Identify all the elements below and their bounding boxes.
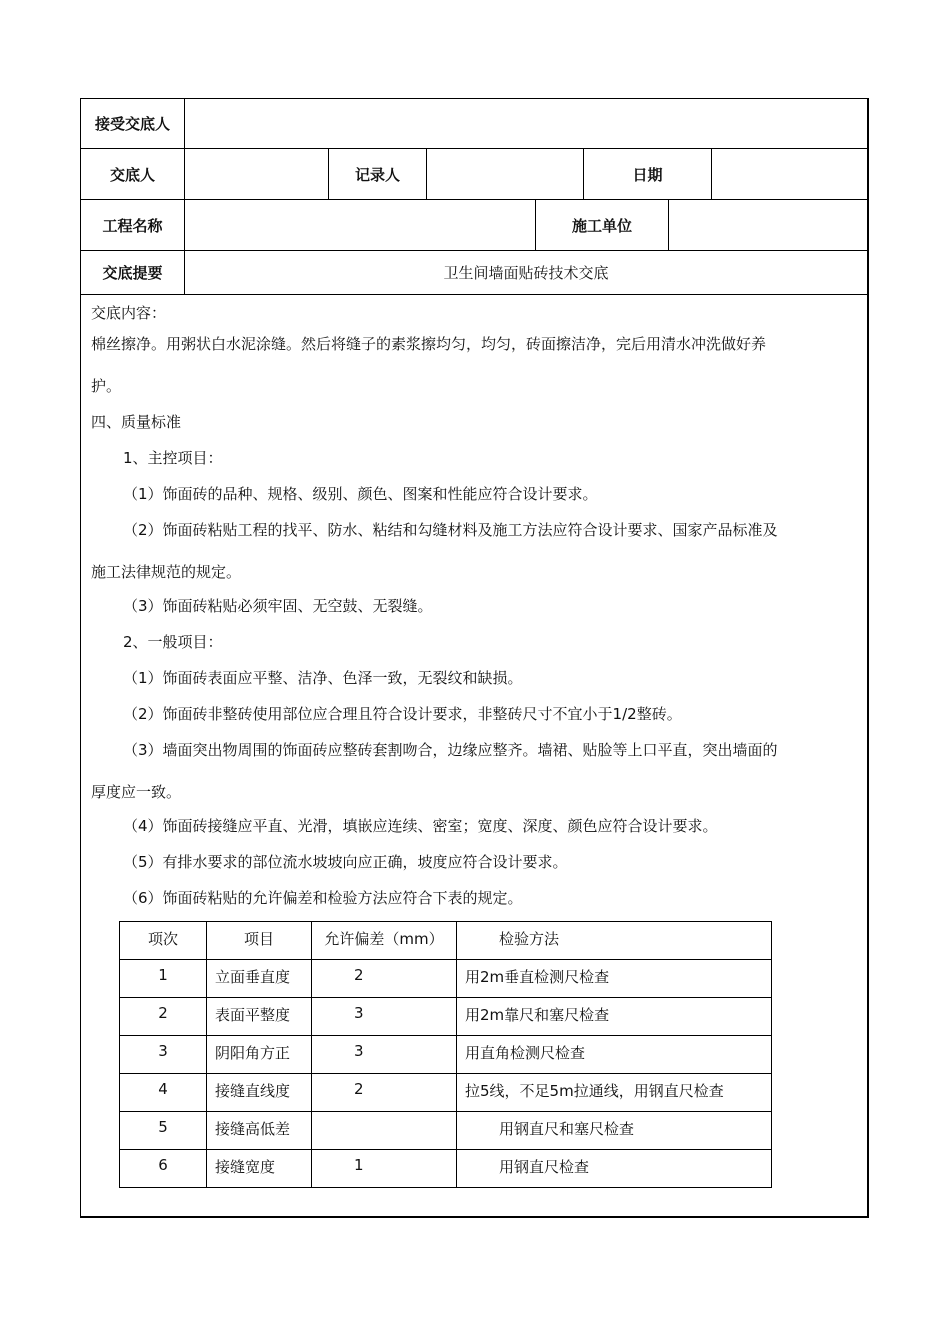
cell-method: 用2m靠尺和塞尺检查 [465, 1006, 610, 1024]
recorder-value[interactable] [427, 149, 583, 199]
cell-item: 表面平整度 [215, 1006, 291, 1024]
contractor-value[interactable] [669, 200, 867, 250]
cell-tolerance [312, 1112, 456, 1118]
cell-item: 接缝高低差 [215, 1120, 291, 1138]
cell-index: 6 [158, 1156, 168, 1174]
subsection-heading: 1、主控项目： [123, 449, 223, 467]
cell-index: 2 [158, 1004, 168, 1022]
table-row [120, 1112, 772, 1150]
table-row [120, 1150, 772, 1188]
contractor-label: 施工单位 [571, 216, 632, 235]
content-line: （3）饰面砖粘贴必须牢固、无空鼓、无裂缝。 [123, 597, 433, 615]
col-header-index: 项次 [147, 930, 178, 948]
discloser-value[interactable] [185, 149, 328, 199]
cell-tolerance: 1 [354, 1156, 364, 1174]
content-line: 施工法律规范的规定。 [91, 563, 242, 581]
table-row [120, 1036, 772, 1074]
cell-tolerance: 3 [354, 1042, 364, 1060]
cell-item: 接缝直线度 [215, 1082, 291, 1100]
summary-label: 交底提要 [102, 264, 163, 282]
content-line: 护。 [91, 377, 122, 395]
header-row-receiver [81, 99, 867, 149]
cell-item: 阴阳角方正 [215, 1044, 291, 1062]
cell-method: 用钢直尺检查 [499, 1158, 590, 1176]
project-value[interactable] [185, 200, 535, 250]
header-row-project [81, 200, 867, 251]
content-line: （2）饰面砖非整砖使用部位应合理且符合设计要求，非整砖尺寸不宜小于1/2整砖。 [123, 705, 682, 723]
col-header-item: 项目 [243, 930, 274, 948]
content-line: （1）饰面砖表面应平整、洁净、色泽一致，无裂纹和缺损。 [123, 669, 523, 687]
content-heading: 交底内容： [91, 304, 167, 322]
receiver-label: 接受交底人 [94, 115, 170, 133]
table-row [120, 998, 772, 1036]
cell-method: 拉5线，不足5m拉通线，用钢直尺检查 [465, 1082, 724, 1100]
header-row-summary [81, 251, 867, 295]
cell-tolerance: 2 [354, 966, 364, 984]
cell-item: 立面垂直度 [215, 968, 291, 986]
content-line: 棉丝擦净。用粥状白水泥涂缝。然后将缝子的素浆擦均匀，均匀，砖面擦洁净，完后用清水冲洗做好养 [91, 335, 767, 353]
cell-index: 3 [158, 1042, 168, 1060]
header-row-discloser [81, 149, 867, 200]
col-header-method: 检验方法 [499, 930, 560, 948]
subsection-heading: 2、一般项目： [123, 633, 223, 651]
table-row [120, 1074, 772, 1112]
discloser-label: 交底人 [109, 165, 155, 184]
cell-index: 5 [158, 1118, 168, 1136]
content-line: （3）墙面突出物周围的饰面砖应整砖套割吻合，边缘应整齐。墙裙、贴脸等上口平直，突出墙面的 [123, 741, 778, 759]
section-heading: 四、质量标准 [91, 413, 182, 431]
col-header-tolerance: 允许偏差（mm） [324, 930, 444, 948]
project-label: 工程名称 [102, 216, 163, 235]
date-label: 日期 [632, 165, 663, 184]
summary-value: 卫生间墙面贴砖技术交底 [443, 264, 609, 282]
cell-method: 用2m垂直检测尺检查 [465, 968, 610, 986]
content-line: （2）饰面砖粘贴工程的找平、防水、粘结和勾缝材料及施工方法应符合设计要求、国家产品标准及 [123, 521, 778, 539]
cell-index: 4 [158, 1080, 168, 1098]
content-line: 厚度应一致。 [91, 783, 182, 801]
content-line: （1）饰面砖的品种、规格、级别、颜色、图案和性能应符合设计要求。 [123, 485, 598, 503]
cell-method: 用直角检测尺检查 [465, 1044, 586, 1062]
receiver-value[interactable] [185, 99, 867, 148]
recorder-label: 记录人 [354, 165, 400, 184]
content-line: （6）饰面砖粘贴的允许偏差和检验方法应符合下表的规定。 [123, 889, 523, 907]
cell-tolerance: 2 [354, 1080, 364, 1098]
content-line: （4）饰面砖接缝应平直、光滑，填嵌应连续、密室；宽度、深度、颜色应符合设计要求。 [123, 817, 718, 835]
table-row [120, 960, 772, 998]
cell-method: 用钢直尺和塞尺检查 [499, 1120, 635, 1138]
cell-item: 接缝宽度 [215, 1158, 276, 1176]
content-line: （5）有排水要求的部位流水坡坡向应正确，坡度应符合设计要求。 [123, 853, 568, 871]
table-header-row [120, 922, 772, 960]
disclosure-form [80, 98, 869, 1218]
tolerance-table [119, 921, 772, 1188]
cell-tolerance: 3 [354, 1004, 364, 1022]
date-value[interactable] [712, 149, 867, 199]
cell-index: 1 [158, 966, 168, 984]
